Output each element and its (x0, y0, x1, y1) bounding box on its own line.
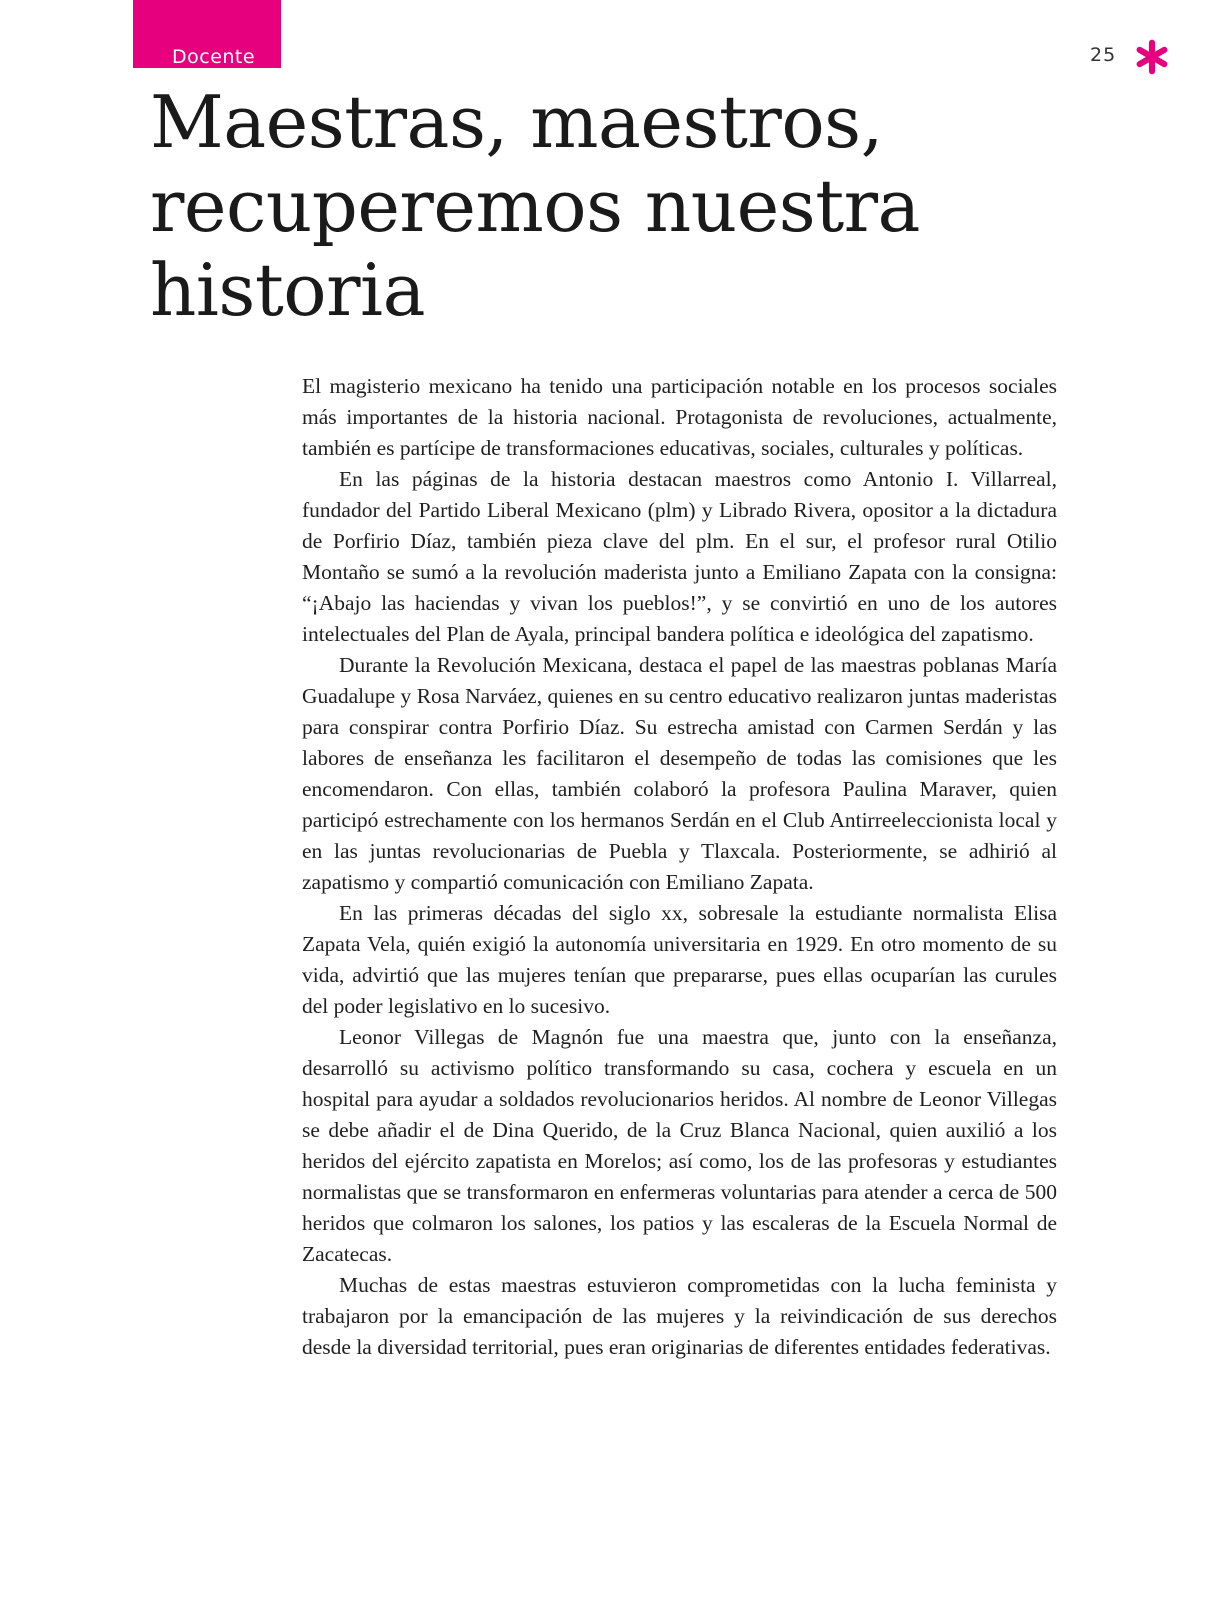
page-number: 25 (1090, 44, 1117, 66)
section-tab (133, 0, 281, 68)
section-label: Docente (172, 46, 256, 68)
article-body (302, 371, 1057, 1363)
paragraph: En las páginas de la historia destacan maestros como Antonio I. Villarreal, fundador del Partido Liberal Mexicano (plm) y Librado Rivera, opositor a la dictadura de Porfirio Díaz, también pieza clave del plm. En el sur, el profesor rural Otilio Montaño se sumó a la revolución maderista junto a Emiliano Zapata con la consigna: “¡Abajo las haciendas y vivan los pueblos!”, y se convirtió en uno de los autores intelectuales del Plan de Ayala, principal bandera política e ideológica del zapatismo. (302, 467, 1057, 646)
article-title (150, 80, 1110, 332)
title-line: Maestras, maestros, (150, 80, 883, 164)
title-line: recuperemos nuestra (150, 164, 920, 248)
paragraph: Durante la Revolución Mexicana, destaca el papel de las maestras poblanas María Guadalupe y Rosa Narváez, quienes en su centro educativo realizaron juntas maderistas para conspirar contra Porfirio Díaz. Su estrecha amistad con Carmen Serdán y las labores de enseñanza les facilitaron el desempeño de todas las comisiones que les encomendaron. Con ellas, también colaboró la profesora Paulina Maraver, quien participó estrechamente con los hermanos Serdán en el Club Antirreeleccionista local y en las juntas revolucionarias de Puebla y Tlaxcala. Posteriormente, se adhirió al zapatismo y compartió comunicación con Emiliano Zapata. (302, 653, 1057, 894)
paragraph: El magisterio mexicano ha tenido una participación notable en los procesos sociales más importantes de la historia nacional. Protagonista de revoluciones, actualmente, también es partícipe de transformaciones educativas, sociales, culturales y políticas. (302, 374, 1057, 460)
paragraph: En las primeras décadas del siglo xx, sobresale la estudiante normalista Elisa Zapata Vela, quién exigió la autonomía universitaria en 1929. En otro momento de su vida, advirtió que las mujeres tenían que prepararse, pues ellas ocuparían las curules del poder legislativo en lo sucesivo. (302, 901, 1057, 1018)
paragraph: Muchas de estas maestras estuvieron comprometidas con la lucha feminista y trabajaron por la emancipación de las mujeres y la reivindicación de sus derechos desde la diversidad territorial, pues eran originarias de diferentes entidades federativas. (302, 1273, 1057, 1359)
title-line: historia (150, 248, 425, 332)
asterisk-icon (1133, 38, 1171, 76)
paragraph: Leonor Villegas de Magnón fue una maestra que, junto con la enseñanza, desarrolló su activismo político transformando su casa, cochera y escuela en un hospital para ayudar a soldados revolucionarios heridos. Al nombre de Leonor Villegas se debe añadir el de Dina Querido, de la Cruz Blanca Nacional, quien auxilió a los heridos del ejército zapatista en Morelos; así como, los de las profesoras y estudiantes normalistas que se transformaron en enfermeras voluntarias para atender a cerca de 500 heridos que colmaron los salones, los patios y las escaleras de la Escuela Normal de Zacatecas. (302, 1025, 1057, 1266)
